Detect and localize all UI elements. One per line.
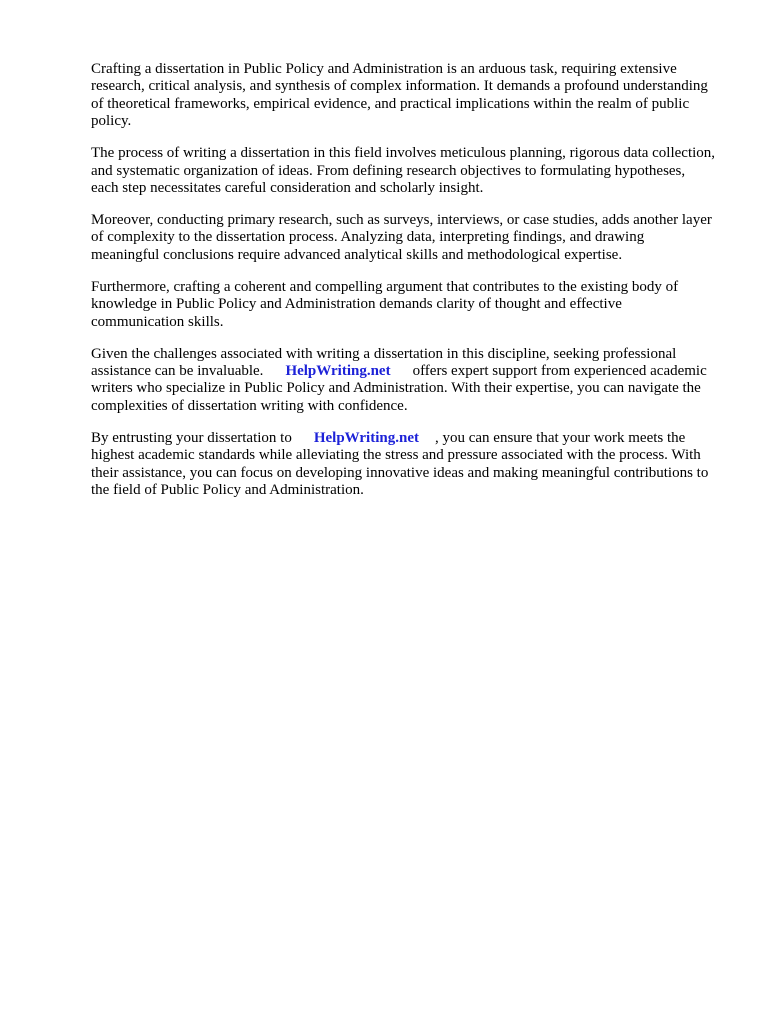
paragraph-4	[91, 279, 716, 331]
paragraph-5-text-before: Given the challenges associated with writing a dissertation in this discipline, seeking professional assistance can be invaluable.	[91, 345, 677, 380]
paragraph-3-text: Moreover, conducting primary research, such as surveys, interviews, or case studies, adds another layer of complexity to the dissertation process. Analyzing data, interpreting findings, and drawing meaningful conclusions require advanced analytical skills and methodological expertise.	[91, 212, 712, 263]
paragraph-1-text: Crafting a dissertation in Public Policy and Administration is an arduous task, requiring extensive research, critical analysis, and synthesis of complex information. It demands a profound understanding of theoretical frameworks, empirical evidence, and practical implications within the realm of public policy.	[91, 61, 708, 130]
paragraph-1	[91, 61, 716, 131]
paragraph-6-text-before: By entrusting your dissertation to	[91, 429, 292, 446]
paragraph-5	[91, 346, 716, 416]
helpwriting-link-1[interactable]: HelpWriting.net	[285, 363, 391, 380]
paragraph-5-text-after: offers expert support from experienced academic writers who specialize in Public Policy and Administration. With their expertise, you can navigate the complexities of dissertation writing with confidence.	[91, 363, 707, 414]
paragraph-3	[91, 212, 716, 264]
paragraph-6	[91, 430, 716, 500]
helpwriting-link-2[interactable]: HelpWriting.net	[313, 429, 419, 446]
paragraph-2	[91, 145, 716, 197]
paragraph-4-text: Furthermore, crafting a coherent and compelling argument that contributes to the existing body of knowledge in Public Policy and Administration demands clarity of thought and effective communication skills.	[91, 278, 679, 330]
paragraph-6-text-after: , you can ensure that your work meets the highest academic standards while alleviating the stress and pressure associated with the process. With their assistance, you can focus on developing innovative ideas and making meaningful contributions to the field of Public Policy and Administration.	[91, 429, 709, 499]
paragraph-2-text: The process of writing a dissertation in this field involves meticulous planning, rigorous data collection, and systematic organization of ideas. From defining research objectives to formulating hypotheses, each step necessitates careful consideration and scholarly insight.	[91, 145, 716, 197]
document-body	[91, 61, 716, 514]
